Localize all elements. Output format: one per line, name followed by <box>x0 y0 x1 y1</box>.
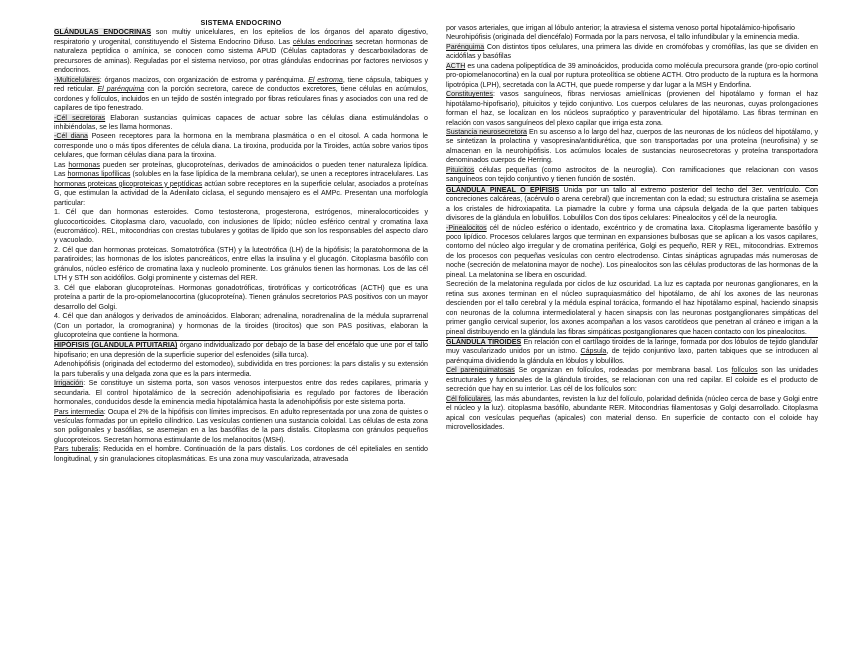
paragraph-pinealocitos <box>446 224 818 281</box>
paragraph-sustancia-neurosecretora <box>446 128 818 166</box>
list-item: 3. Cél que elaboran glucoproteínas. Hormonas gonadotróficas, tirotróficas y corticotróficas (ACTH) que es una proteína a partir de la pro-opiomelanocortina (glucoproteína). Tienen gránulos secretorios PAS positivos con un mayor desarrollo del Golgi. <box>54 283 428 311</box>
term-cel-foliculares: Cél foliculares <box>446 394 491 403</box>
paragraph-text: Las <box>54 160 69 169</box>
paragraph-hipofisis <box>54 340 428 360</box>
list-item: 2. Cél que dan hormonas proteicas. Somatotrófica (STH) y la luteotrófica (LH) de la hipófisis; la paratohormona de la paratiroides; las hormonas de los islotes pancreáticos, entre ellas la insulina y el glucagón. Citoplasma basófilo con gránulos, núcleo esférico de cromatina laxa y nucleolo prominente. Los gránulos tienen las hormonas. Los de las cél LTH y STH son acidófilos. Golgi prominente y cisternas del RER. <box>54 245 428 283</box>
term-parenquima: El parénquima <box>97 85 145 94</box>
paragraph-text: con la porción secretora, carece de conductos excretores, tiene células en acúmulos, cordones y folículos, incluidos en un tejido de sostén integrado por fibras reticulares finas y asociados con una red de capilares de tipo fenestrado. <box>54 85 428 113</box>
paragraph-text: Con distintos tipos celulares, una primera las divide en cromófobas y cromófilas, las que se dividen en acidófilas y basófilas <box>446 42 818 61</box>
paragraph-text: Se organizan en folículos, rodeadas por membrana basal. Los <box>514 366 732 375</box>
term-hormonas: hormonas <box>68 160 100 169</box>
term-pinealocitos: -Pinealocitos <box>446 223 487 232</box>
term-estroma: El estroma <box>308 75 343 84</box>
right-column <box>446 24 818 432</box>
term-pars-intermedia: Pars intermedia <box>54 407 104 416</box>
list-item: 4. Cél que dan análogos y derivados de aminoácidos. Elaboran; adrenalina, noradrenalina de la médula suprarrenal (Con un portador, la cromogranina) y hormonas de la tiroides (tirocitos) que son PAS positivas, elaboran la glucoproteína que contiene la hormona. <box>54 312 428 339</box>
paragraph-irrigacion <box>54 379 428 407</box>
paragraph-text: : Se constituye un sistema porta, son vasos venosos interpuestos entre dos redes capilares, primaria y secundaria. El control hipotalámico de la secreción adenohipofisiaria es regulado por factores de liberación hormonales, conducidos desde la eminencia media hipotalámica hasta la adenohipófisis por este sistema porta. <box>54 379 428 407</box>
term-acth: ACTH <box>446 61 466 70</box>
paragraph-text: son multiy unicelulares, en los epitelios de los órganos del aparato digestivo, respiratorio y urogenital, constituyendo el Sistema Endocrino Difuso. Las <box>54 28 428 46</box>
paragraph-text: En relación con el cartílago tiroides de la laringe, formada por dos lóbulos de tejido glandular muy vascularizado unidos por un istmo. <box>446 337 818 356</box>
paragraph-text: pueden ser proteínas, glucoproteínas, derivados de aminoácidos o pueden tener naturaleza lipídica. Las <box>54 160 428 179</box>
term-cel-secretoras: -Cél secretoras <box>54 113 106 122</box>
paragraph-multicelulares <box>54 76 428 114</box>
paragraph-adenohipofisis: Adenohipófisis (originada del ectodermo del estomodeo), subdividida en tres porciones: la pars distalis y su extensión la pars tuberalis y una delgada zona que es la pars intermedia. <box>54 360 428 378</box>
paragraph-hormonas <box>54 161 428 208</box>
paragraph-text: es una cadena polipeptídica de 39 aminoácidos, producida como molécula precursora grande (pro-opio cortinol pro-opiomelanocortina) en la cual por ruptura proteolítica se obtiene ACTH. Otro producto de la ruptura es la hormona lipotrópica (LPH), secretada con la ACTH, que puede romperse y dar lugar a la MSH y Endorfina. <box>446 61 818 89</box>
paragraph-text: : Reducida en el hombre. Continuación de la pars distalis. Los cordones de cél epiteliales en sentido longitudinal, y sin granulaciones citoplasmáticas. Es una zona muy vascularizada, atravesada <box>54 445 429 463</box>
paragraph-cel-secretoras <box>54 114 428 133</box>
term-cel-parenquimatosas: Cel parenquimatosas <box>446 366 515 375</box>
paragraph-pars-tuberalis <box>54 445 428 464</box>
term-constituyentes: Constituyentes <box>446 90 493 99</box>
paragraph-text: actúan sobre receptores en la superficie celular, asociados a proteínas G, que estimulan la actividad de la Adenilato ciclasa, el segundo mensajero es el AMPc. Presentan una morfología particular: <box>54 179 428 207</box>
paragraph-neurohipofisis: Neurohipófisis (originada del diencéfalo) Formada por la pars nervosa, el tallo infundibular y la eminencia media. <box>446 33 800 42</box>
term-cel-diana: -Cél diana <box>54 132 88 141</box>
term-multicelulares: -Multicelulares <box>54 75 100 84</box>
heading-glandula-pineal: GLÁNDULA PINEAL O EPÍFISIS <box>446 185 560 194</box>
paragraph-text: , las más abundantes, revisten la luz del folículo, polaridad definida (núcleo cerca de base y Golgi entre el núcleo y la luz). citoplasma basófilo, abundante RER. Mitocondrias filamentosas y Golgi desarrollado. Citoplasma apical con vesículas pequeñas (apicales) con material denso. En superficie de contacto con el coloide hay microvellosidades. <box>446 394 818 432</box>
paragraph-glandulas-endocrinas <box>54 28 428 75</box>
paragraph-cel-diana <box>54 132 428 160</box>
paragraph-constituyentes <box>446 90 818 128</box>
paragraph-text: son las unidades estructurales y funcionales de la glándula tiroides, se relacionan con una red capilar. El coloide es el producto de secreción que hay en su interior. Las cél de los folículos son: <box>446 366 818 394</box>
paragraph-text: , de tejido conjuntivo laxo, parten tabiques que se introducen al parénquima dividiendo la glándula en lóbulos y lobulillos. <box>446 347 818 365</box>
paragraph-text: Elaboran sustancias químicas capaces de actuar sobre las células diana estimulándolas o inhibiéndolas, se les llama hormonas. <box>54 113 428 131</box>
paragraph-text: : órganos macizos, con organización de estroma y parénquima. <box>99 75 309 84</box>
term-irrigacion: Irrigación <box>54 379 84 388</box>
term-capsula: Cápsula <box>580 347 607 356</box>
paragraph-vasos-arteriales: por vasos arteriales, que irrigan al lóbulo anterior; la atraviesa el sistema venoso portal hipotalámico-hipofisario <box>446 24 795 32</box>
paragraph-text: En su ascenso a lo largo del haz, cuerpos de las neuronas de los núcleos del hipotálamo, y se sintetizan la prolactina y vasopresina/antidiurética, que son transportadas por una proteína (neurofisina) y se almacenan en la neurohipófisis. Los acúmulos locales de sustancias neurosecretoras y proteína transportadora denominados cuerpos de Herring. <box>446 127 818 165</box>
paragraph-melatonina: Secreción de la melatonina regulada por ciclos de luz oscuridad. La luz es captada por neuronas ganglionares, en la retina sus axones terminan en el núcleo supraquiasmático del hipotálamo, de ahí los axones de las neuronas descienden por el tallo cerebral y la médula espinal torácica, formando el haz hipotálamo espinal, haciendo sinapsis con neuronas de la columna intermediolateral y hacen sinapsis con las neuronas postganglionares simpáticas del primer ganglio cervical superior, los axones acompañan a los vasos carotídeos que penetran al cráneo e irrigan a la pineal distribuyendo en la glándula las fibras simpáticas postganglionares que hacen contacto con los pinealocitos. <box>446 280 818 336</box>
paragraph-text: (solubles en la fase lipídica de la membrana celular), se unen a receptores intracelulares. Las <box>130 170 428 179</box>
list-item: 1. Cél que dan hormonas esteroides. Como testosterona, progesterona, estrógenos, mineralocorticoides y glucocorticoides. Citoplasma claro, vacuolado, con inclusiones de lípido; núcleo esférico central y cromatina laxa (eucromático). REL, mitocondrias con crestas tubulares y gotitas de lípido que son los responsables del aspecto claro y vacuolado. <box>54 208 428 245</box>
term-foliculos: folículos <box>731 366 758 375</box>
paragraph-text: Unida por un tallo al extremo posterior del techo del 3er. ventrículo. Con concreciones calcáreas, (acérvulo o arena cerebral) que incrementan con la edad; su estructura cristalina se asemeja a los cristales de hidroxiapatita. La piamadre la cubre y forma una cápsula delgada de la que parten tabiques divisores de la glándula en lobulillos. Lobulillos Con dos tipos celulares: Pinealocitos y cél de la neuroglia. <box>446 185 818 223</box>
paragraph-text: : vasos sanguíneos, fibras nerviosas amielínicas (provienen del hipotálamo y forman el haz hipotálamo-hipofisario), pituicitos y tejido conjuntivo. Los cuerpos celulares de las neuronas, cuyas prolongaciones forman el haz, se localizan en los núcleos supraóptico y paraventricular del hipotálamo. Las fibras terminan en relación con vasos sanguíneos del plexo capilar que irriga esta zona. <box>446 90 818 127</box>
paragraph-cel-parenquimatosas <box>446 366 818 394</box>
paragraph-parenquima <box>446 43 818 62</box>
paragraph-acth <box>446 62 818 90</box>
term-pituicitos: Pituicitos <box>446 165 475 174</box>
term-hormonas-lipofilicas: hormonas lipofílicas <box>67 170 131 179</box>
paragraph-text: células pequeñas (como astrocitos de la neuroglia). Con ramificaciones que relacionan con vasos sanguíneos con tejido conjuntivo y tienen función de sostén. <box>446 165 818 184</box>
paragraph-text: : Ocupa el 2% de la hipófisis con límites imprecisos. En adulto representada por una zona de quistes o vesículas formadas por un epitelio cilíndrico. Las vesículas contienen una sustancia coloidal. Las células de esta zona son poligonales y basófilas, se asemejan en a las basófilas de la pars distalis. Citoplasma con gránulos pequeños glucoproteicos. Secretan hormona estimulante de los melanocitos (MSH). <box>54 407 428 444</box>
paragraph-text: , tiene cápsula, tabiques y red reticular. <box>54 75 428 94</box>
paragraph-text: cél de núcleo esférico o identado, excéntrico y de cromatina laxa. Citoplasma ligeramente basófilo y poco lipídico. Procesos celulares largos que terminan en expansiones bulbosas que se aplican a los vasos capilares, contorno del núcleo algo irregular y de cromatina periférica, Golgi es pequeño, RER y REL, mitocondrias. Extremos de los procesos con pequeñas vesículas con centro electrodenso. Cintas sinápticas agrupadas más numerosas de noche (secreción de melatonina mayor de noche). Los pinealocitos son las células productoras de las hormonas de la pineal. La melatonina se libera en oscuridad. <box>446 223 818 279</box>
term-pars-tuberalis: Pars tuberalis <box>54 445 99 454</box>
paragraph-text: órgano individualizado por debajo de la base del encéfalo que une por el tallo hipofisario; en una depresión de la superficie superior del esfenoides (silla turca). <box>54 341 428 359</box>
term-sustancia-neurosecretora: Sustancia neurosecretora <box>446 127 527 136</box>
document-title: SISTEMA ENDOCRINO <box>200 18 282 27</box>
heading-hipofisis: HIPÓFISIS (GLÁNDULA PITUITARIA) <box>54 341 178 350</box>
paragraph-cel-foliculares <box>446 395 818 433</box>
paragraph-glandula-pineal <box>446 185 818 224</box>
paragraph-text: secretan hormonas de naturaleza peptídica o amínica, se conocen como sistema APUD (Células captadoras y descarboxiladoras de precursores de aminas). Reguladas por el sistema nervioso, por otras glándulas endocrinas por factores nerviosos y endocrinos. <box>54 37 428 75</box>
heading-glandula-tiroides: GLÁNDULA TIROIDES <box>446 337 522 346</box>
term-celulas-endocrinas: células endocrinas <box>292 37 353 46</box>
left-column <box>54 18 428 464</box>
term-hormonas-proteicas: hormonas proteicas glicoproteicas y peptídicas <box>54 179 203 188</box>
term-glandulas-endocrinas: GLÁNDULAS ENDOCRINAS <box>54 28 152 37</box>
paragraph-pituicitos <box>446 166 818 185</box>
paragraph-text: Poseen receptores para la hormona en la membrana plasmática o en el citosol. A cada hormona le corresponde uno o más tipos diferentes de célula diana. La tiroxina, producida por la Tiroides, actúa sobre varios tipos celulares, que forman células diana para la tiroxina. <box>54 132 428 160</box>
term-parenquima-right: Parénquima <box>446 42 485 51</box>
paragraph-glandula-tiroides <box>446 337 818 366</box>
paragraph-pars-intermedia <box>54 408 428 446</box>
